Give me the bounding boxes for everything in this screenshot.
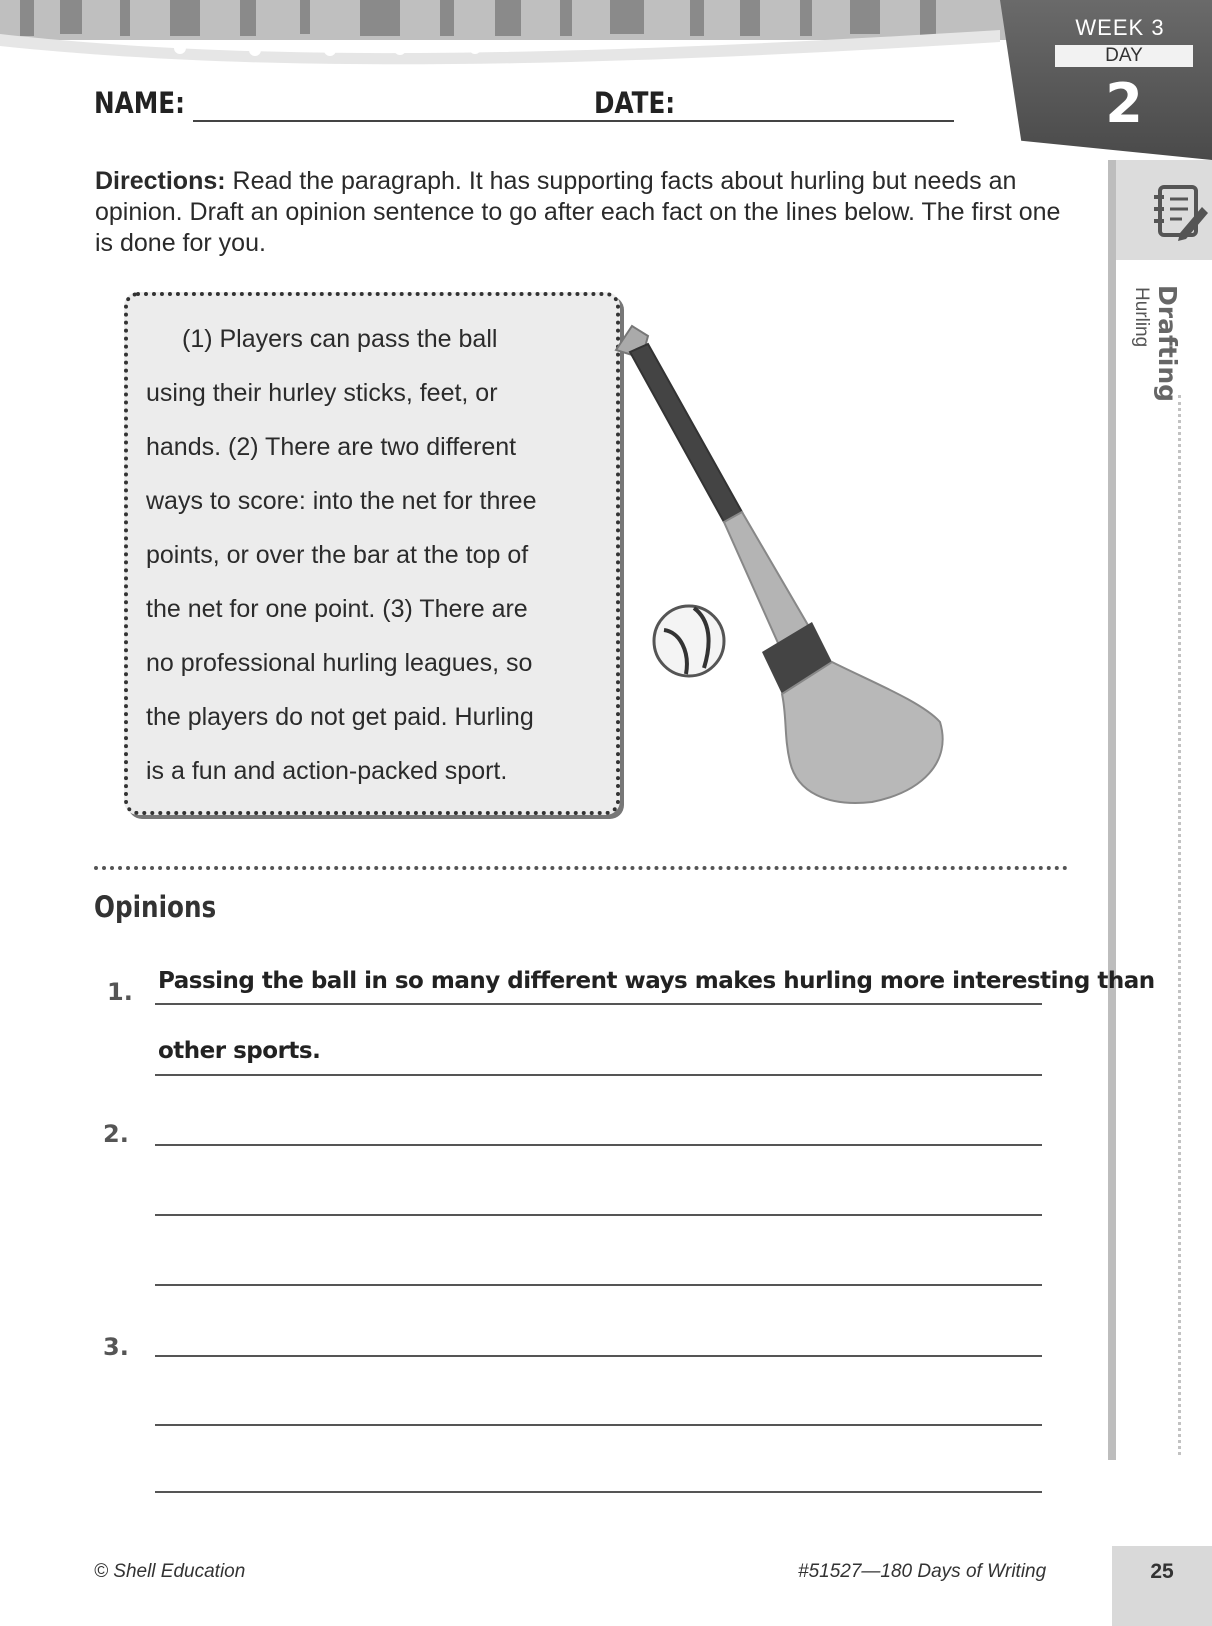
- handwritten-answer: other sports.: [158, 1038, 321, 1064]
- side-dotted-line: [1178, 395, 1181, 1455]
- day-number: 2: [1105, 72, 1143, 135]
- date-field[interactable]: [675, 120, 954, 122]
- item-number: 2.: [103, 1120, 129, 1148]
- answer-line[interactable]: [155, 1074, 1042, 1076]
- directions: [95, 166, 1070, 259]
- page-number: 25: [1150, 1560, 1174, 1583]
- item-number: 1.: [107, 978, 133, 1006]
- answer-line[interactable]: [155, 1214, 1042, 1216]
- footer-book-title: #51527—180 Days of Writing: [798, 1561, 1047, 1582]
- page-number-tab: [1112, 1546, 1212, 1626]
- footer-copyright: © Shell Education: [94, 1561, 246, 1582]
- side-section-label: Drafting: [1153, 285, 1182, 403]
- side-topic-label: Hurling: [1131, 287, 1152, 348]
- sliotar-ball-icon: [650, 602, 728, 680]
- notebook-pencil-icon: [1152, 183, 1208, 243]
- paragraph-line: (1) Players can pass the ball: [182, 325, 498, 353]
- answer-line[interactable]: [155, 1003, 1042, 1005]
- answer-line[interactable]: [155, 1491, 1042, 1493]
- answer-line[interactable]: [155, 1144, 1042, 1146]
- paragraph-line: points, or over the bar at the top of: [146, 541, 529, 569]
- date-label: DATE:: [594, 86, 676, 120]
- section-divider: [94, 866, 1068, 870]
- directions-text: Read the paragraph. It has supporting facts about hurling but needs an opinion. Draft an opinion sentence to go after each fact on the lines below. The first one is done for you.: [95, 167, 1061, 257]
- item-number: 3.: [103, 1333, 129, 1361]
- day-label: DAY: [1055, 45, 1193, 67]
- opinions-title: Opinions: [94, 890, 217, 924]
- side-strip: [1108, 160, 1116, 1460]
- answer-line[interactable]: [155, 1284, 1042, 1286]
- paragraph-line: no professional hurling leagues, so: [146, 649, 533, 677]
- paragraph-line: the players do not get paid. Hurling: [146, 703, 534, 731]
- answer-line[interactable]: [155, 1424, 1042, 1426]
- paragraph-line: the net for one point. (3) There are: [146, 595, 528, 623]
- paragraph-line: using their hurley sticks, feet, or: [146, 379, 498, 407]
- paragraph-text: [146, 312, 586, 798]
- handwritten-answer: Passing the ball in so many different ways makes hurling more interesting than: [158, 968, 1155, 994]
- paragraph-line: hands. (2) There are two different: [146, 433, 517, 461]
- hurley-stick-icon: [612, 322, 952, 827]
- name-field[interactable]: [193, 120, 680, 122]
- name-label: NAME:: [94, 86, 185, 120]
- paragraph-line: ways to score: into the net for three: [146, 487, 537, 515]
- week-label: WEEK 3: [1075, 15, 1165, 40]
- name-date-row: [94, 86, 954, 126]
- directions-label: Directions:: [95, 167, 226, 195]
- answer-line[interactable]: [155, 1355, 1042, 1357]
- paragraph-line: is a fun and action-packed sport.: [146, 757, 508, 785]
